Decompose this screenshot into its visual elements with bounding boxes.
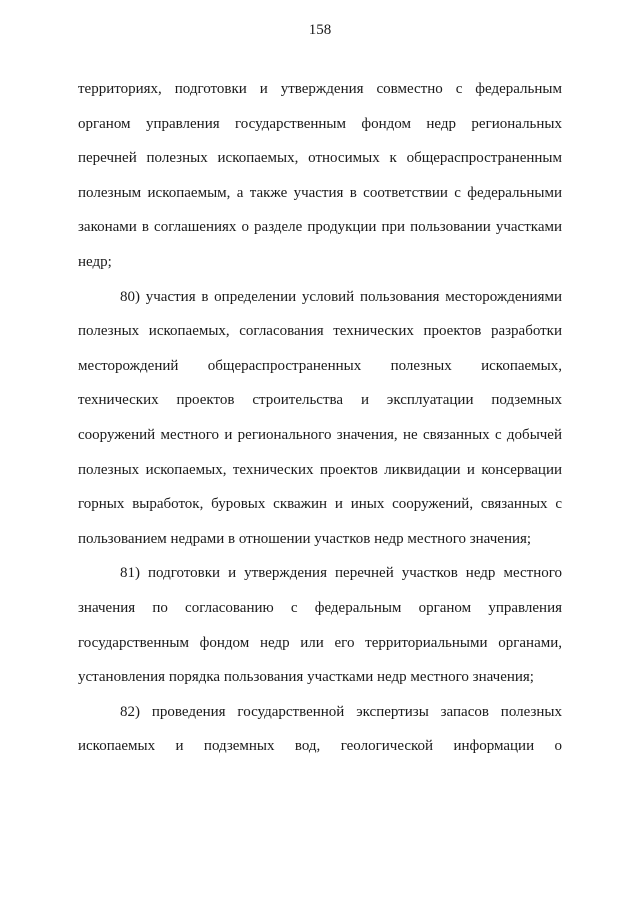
text-line: горных выработок, буровых скважин и иных сооружений, связанных с xyxy=(78,496,562,513)
text-line: месторождений общераспространенных полезных ископаемых, xyxy=(78,357,562,374)
text-line: 81) подготовки и утверждения перечней участков недр местного xyxy=(120,565,562,582)
text-line: значения по согласованию с федеральным органом управления xyxy=(78,599,562,616)
text-line: полезным ископаемым, а также участия в соответствии с федеральными xyxy=(78,184,562,201)
text-line: территориях, подготовки и утверждения совместно с федеральным xyxy=(78,81,562,97)
text-line: полезных ископаемых, технических проектов ликвидации и консервации xyxy=(78,461,562,478)
text-line: органом управления государственным фондом недр региональных xyxy=(78,115,562,132)
text-line: 80) участия в определении условий пользования месторождениями xyxy=(120,288,562,305)
text-line: государственным фондом недр или его территориальными органами, xyxy=(78,634,562,651)
text-line: недр; xyxy=(78,253,112,270)
text-line: перечней полезных ископаемых, относимых к общераспространенным xyxy=(78,150,562,167)
text-line: полезных ископаемых, согласования технических проектов разработки xyxy=(78,323,562,340)
text-line: законами в соглашениях о разделе продукции при пользовании участками xyxy=(78,219,562,236)
text-line: технических проектов строительства и эксплуатации подземных xyxy=(78,392,562,409)
text-line: 82) проведения государственной экспертизы запасов полезных xyxy=(120,703,562,720)
text-line: сооружений местного и регионального значения, не связанных с добычей xyxy=(78,426,562,443)
text-line: пользованием недрами в отношении участков недр местного значения; xyxy=(78,530,532,547)
document-body xyxy=(78,72,562,764)
text-line: ископаемых и подземных вод, геологической информации о xyxy=(78,738,562,755)
page-number: 158 xyxy=(308,22,332,38)
text-line: установления порядка пользования участками недр местного значения; xyxy=(78,669,534,686)
